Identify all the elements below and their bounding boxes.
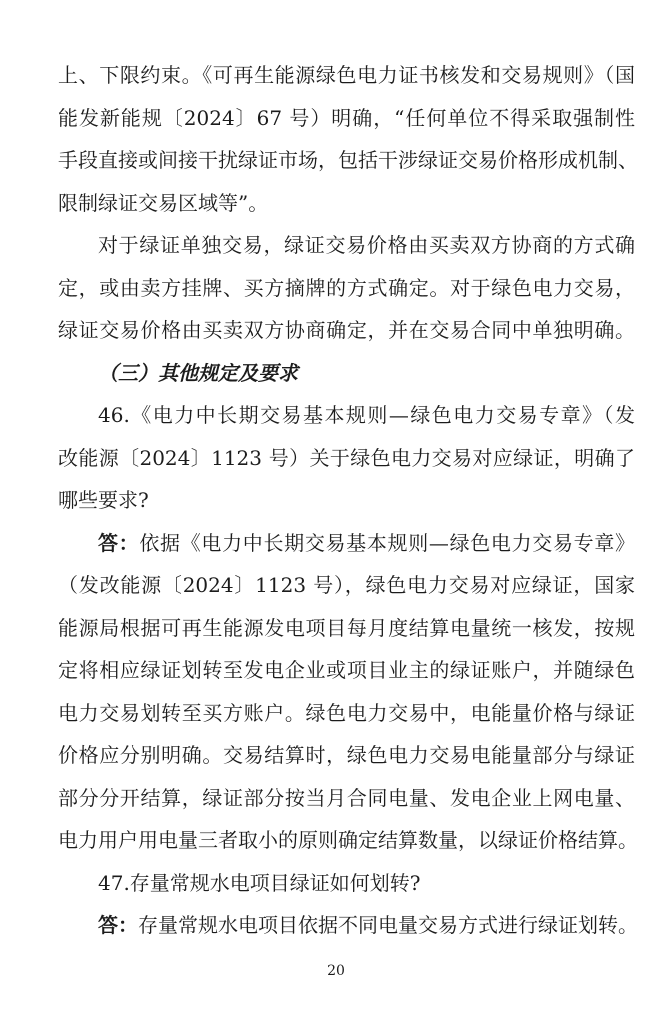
text-line: 能源局根据可再生能源发电项目每月度结算电量统一核发，按规 xyxy=(58,615,635,640)
document-text xyxy=(58,54,638,947)
text-line: 绿证交易价格由买卖双方协商确定，并在交易合同中单独明确。 xyxy=(58,318,635,342)
text-line: 哪些要求? xyxy=(58,488,149,512)
paragraph-question-47 xyxy=(58,862,635,905)
paragraph-answer-47 xyxy=(58,904,638,947)
text-line: 手段直接或间接干扰绿证市场，包括干涉绿证交易价格形成机制、 xyxy=(58,148,638,172)
text-line: 电力交易划转至买方账户。绿色电力交易中，电能量价格与绿证 xyxy=(58,700,635,725)
paragraph-green-cert-pricing xyxy=(58,224,635,352)
section-heading xyxy=(58,352,635,395)
text-line: 电力用户用电量三者取小的原则确定结算数量，以绿证价格结算。 xyxy=(58,828,638,852)
text-line: 上、下限约束。《可再生能源绿色电力证书核发和交易规则》（国 xyxy=(58,63,635,87)
answer-label: 答： xyxy=(98,913,138,937)
text-line: 限制绿证交易区域等”。 xyxy=(58,190,269,215)
text-line: 定将相应绿证划转至发电企业或项目业主的绿证账户，并随绿色 xyxy=(58,658,635,682)
page-number: 20 xyxy=(327,963,345,979)
text-line: 改能源〔2024〕1123 号）关于绿色电力交易对应绿证，明确了 xyxy=(58,445,635,470)
text-line: 47.存量常规水电项目绿证如何划转? xyxy=(98,870,421,895)
text-line: （发改能源〔2024〕1123 号），绿色电力交易对应绿证，国家 xyxy=(58,573,635,597)
text-line: 定，或由卖方挂牌、买方摘牌的方式确定。对于绿色电力交易， xyxy=(58,275,635,300)
answer-label: 答： xyxy=(98,530,140,555)
text-line: 部分分开结算，绿证部分按当月合同电量、发电企业上网电量、 xyxy=(58,785,635,810)
text-line: （三）其他规定及要求 xyxy=(98,360,298,385)
text-line: 价格应分别明确。交易结算时，绿色电力交易电能量部分与绿证 xyxy=(58,743,635,767)
text-line: 46.《电力中长期交易基本规则—绿色电力交易专章》（发 xyxy=(98,403,635,427)
text-line: 答：依据《电力中长期交易基本规则—绿色电力交易专章》 xyxy=(98,530,636,555)
paragraph-question-46 xyxy=(58,394,635,522)
paragraph-intro-continuation xyxy=(58,54,638,224)
text-line: 能发新能规〔2024〕67 号）明确，“任何单位不得采取强制性 xyxy=(58,105,635,130)
text-line: 对于绿证单独交易，绿证交易价格由买卖双方协商的方式确 xyxy=(98,233,635,257)
text-line: 答：存量常规水电项目依据不同电量交易方式进行绿证划转。 xyxy=(98,913,638,937)
paragraph-answer-46 xyxy=(58,522,638,862)
